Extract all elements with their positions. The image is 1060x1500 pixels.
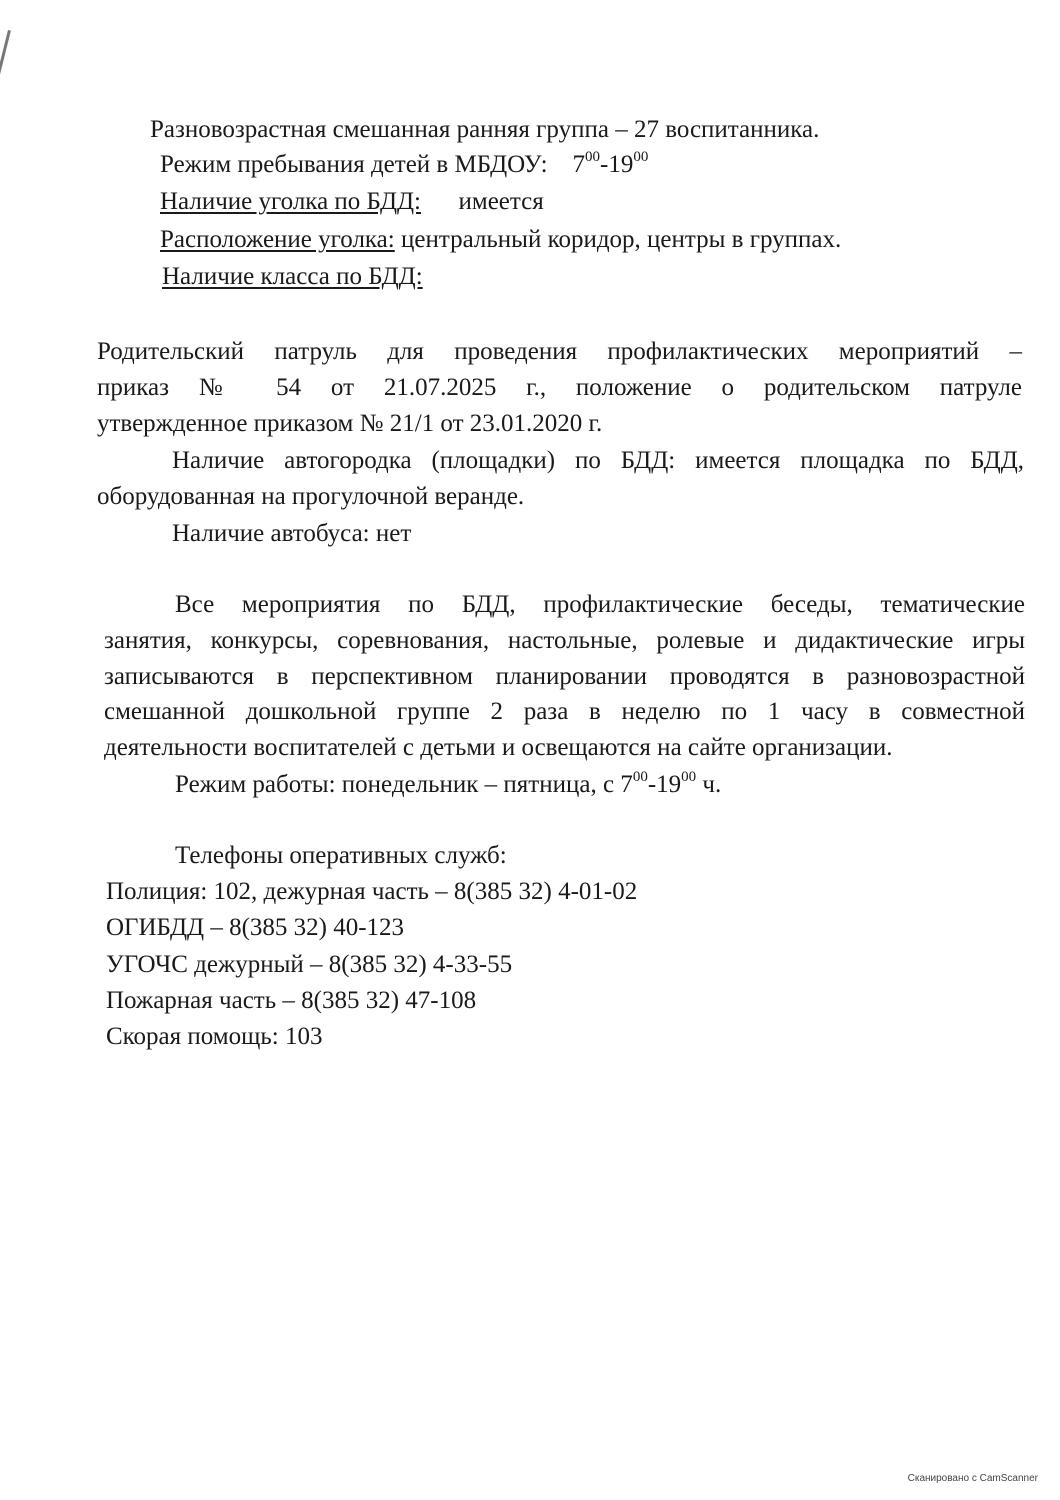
work-mode-line xyxy=(175,770,721,800)
location-line xyxy=(160,225,841,255)
phone-ambulance: Скорая помощь: 103 xyxy=(106,1023,323,1050)
bus-line: Наличие автобуса: нет xyxy=(172,520,412,547)
group-line: Разновозрастная смешанная ранняя группа – 27 воспитанника. xyxy=(150,116,820,143)
scan-edge-mark xyxy=(0,30,11,176)
patrol-line-3: утвержденное приказом № 21/1 от 23.01.2020 г. xyxy=(97,410,603,437)
phone-ogibdd: ОГИБДД – 8(385 32) 40-123 xyxy=(106,914,405,941)
phone-fire: Пожарная часть – 8(385 32) 47-108 xyxy=(106,987,477,1014)
stay-mode-to-sup: 00 xyxy=(633,149,649,165)
work-mode-sup-2: 00 xyxy=(681,769,697,785)
work-mode-mid: -19 xyxy=(647,771,682,798)
location-value: центральный коридор, центры в группах. xyxy=(394,226,842,253)
stay-mode-label: Режим пребывания детей в МБДОУ: xyxy=(160,151,548,178)
stay-mode-from-sup: 00 xyxy=(585,149,601,165)
autotown-line-1: Наличие автогородка (площадки) по БДД: имеется площадка по БДД, xyxy=(172,447,1024,474)
patrol-line-2: приказ № 54 от 21.07.2025 г., положение о родительском патруле xyxy=(97,374,1022,401)
patrol-line-1: Родительский патруль для проведения профилактических мероприятий – xyxy=(97,338,1022,365)
activities-line-4: смешанной дошкольной группе 2 раза в неделю по 1 часу в совместной xyxy=(104,698,1025,725)
corner-line xyxy=(160,187,544,217)
work-mode-sup-1: 00 xyxy=(632,769,648,785)
stay-mode-sep: -19 xyxy=(600,151,634,178)
work-mode-prefix: Режим работы: понедельник – пятница, с 7 xyxy=(175,771,633,798)
stay-mode-line xyxy=(160,150,648,180)
corner-value: имеется xyxy=(458,188,544,215)
scanner-watermark: Сканировано с CamScanner xyxy=(907,1473,1038,1484)
phone-ugochs: УГОЧС дежурный – 8(385 32) 4-33-55 xyxy=(106,951,513,978)
stay-mode-from: 7 xyxy=(572,151,586,178)
class-label: Наличие класса по БДД: xyxy=(162,263,423,290)
corner-label: Наличие уголка по БДД: xyxy=(160,188,421,215)
location-label: Расположение уголка: xyxy=(160,226,395,253)
activities-line-5: деятельности воспитателей с детьми и освещаются на сайте организации. xyxy=(104,734,893,761)
activities-line-3: записываются в перспективном планировании проводятся в разновозрастной xyxy=(104,663,1025,690)
phone-police: Полиция: 102, дежурная часть – 8(385 32) 4-01-02 xyxy=(106,878,638,905)
activities-line-2: занятия, конкурсы, соревнования, настольные, ролевые и дидактические игры xyxy=(104,627,1025,654)
phones-title: Телефоны оперативных служб: xyxy=(175,842,507,869)
autotown-line-2: оборудованная на прогулочной веранде. xyxy=(97,483,525,510)
work-mode-suffix: ч. xyxy=(696,771,722,798)
activities-line-1: Все мероприятия по БДД, профилактические беседы, тематические xyxy=(175,591,1025,618)
class-line xyxy=(162,262,423,292)
